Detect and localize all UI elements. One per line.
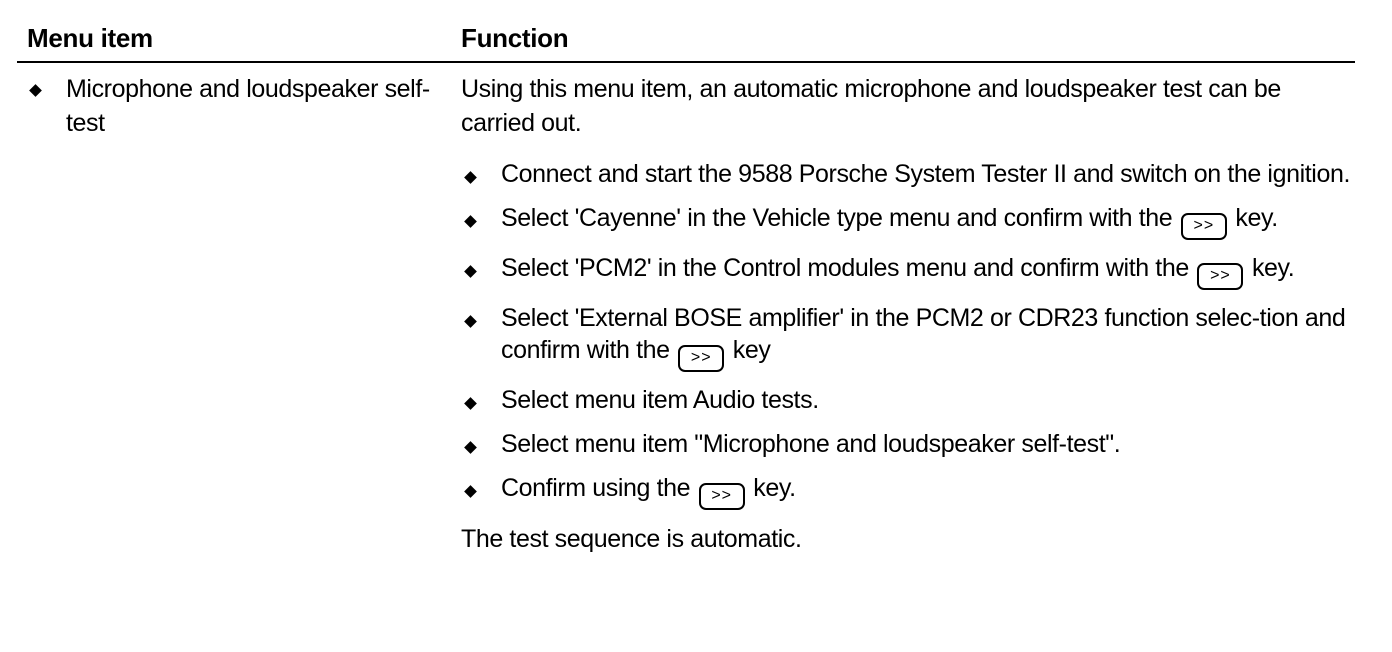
- step-item: [461, 202, 1361, 240]
- step-text: Select menu item "Microphone and loudspeaker self-test".: [501, 430, 1121, 458]
- diamond-bullet-icon: [29, 84, 42, 97]
- diamond-bullet-icon: [464, 171, 477, 184]
- forward-key-icon: >>: [1197, 263, 1243, 290]
- step-text-suffix: key.: [1235, 204, 1278, 232]
- step-text: Select 'External BOSE amplifier' in the PCM2 or CDR23 function selec-tion and confirm with the: [501, 304, 1346, 364]
- menu-item-entry: [27, 72, 437, 140]
- step-item: [461, 384, 1361, 416]
- step-text-suffix: key.: [1251, 254, 1295, 282]
- function-column: [461, 72, 1361, 556]
- diamond-bullet-icon: [464, 215, 477, 228]
- header-divider: [17, 61, 1355, 63]
- diamond-bullet-icon: [464, 265, 477, 278]
- column-header-function: Function: [461, 23, 569, 53]
- step-text: Select 'Cayenne' in the Vehicle type menu and confirm with the: [501, 204, 1173, 232]
- step-text: Select 'PCM2' in the Control modules menu and confirm with the: [501, 254, 1189, 282]
- function-intro: Using this menu item, an automatic microphone and loudspeaker test can be carried out.: [461, 75, 1281, 137]
- diamond-bullet-icon: [464, 315, 477, 328]
- step-text: Confirm using the: [501, 474, 691, 502]
- forward-key-icon: >>: [678, 345, 724, 372]
- diamond-bullet-icon: [464, 397, 477, 410]
- step-item: [461, 252, 1361, 290]
- step-text: Select menu item Audio tests.: [501, 386, 819, 414]
- step-item: [461, 302, 1361, 372]
- step-text-suffix: key: [732, 336, 771, 364]
- step-item: [461, 428, 1361, 460]
- table-header: [0, 20, 1392, 56]
- forward-key-icon: >>: [699, 483, 745, 510]
- closing-note: The test sequence is automatic.: [461, 525, 802, 553]
- step-text: Connect and start the 9588 Porsche System Tester II and switch on the ignition.: [501, 160, 1350, 188]
- diamond-bullet-icon: [464, 485, 477, 498]
- menu-item-label: Microphone and loudspeaker self-test: [66, 75, 430, 137]
- diamond-bullet-icon: [464, 441, 477, 454]
- step-item: [461, 472, 1361, 510]
- step-item: [461, 158, 1361, 190]
- column-header-menu-item: Menu item: [27, 23, 153, 53]
- steps-list: [461, 158, 1361, 510]
- forward-key-icon: >>: [1181, 213, 1227, 240]
- step-text-suffix: key.: [753, 474, 796, 502]
- menu-item-column: [27, 72, 437, 140]
